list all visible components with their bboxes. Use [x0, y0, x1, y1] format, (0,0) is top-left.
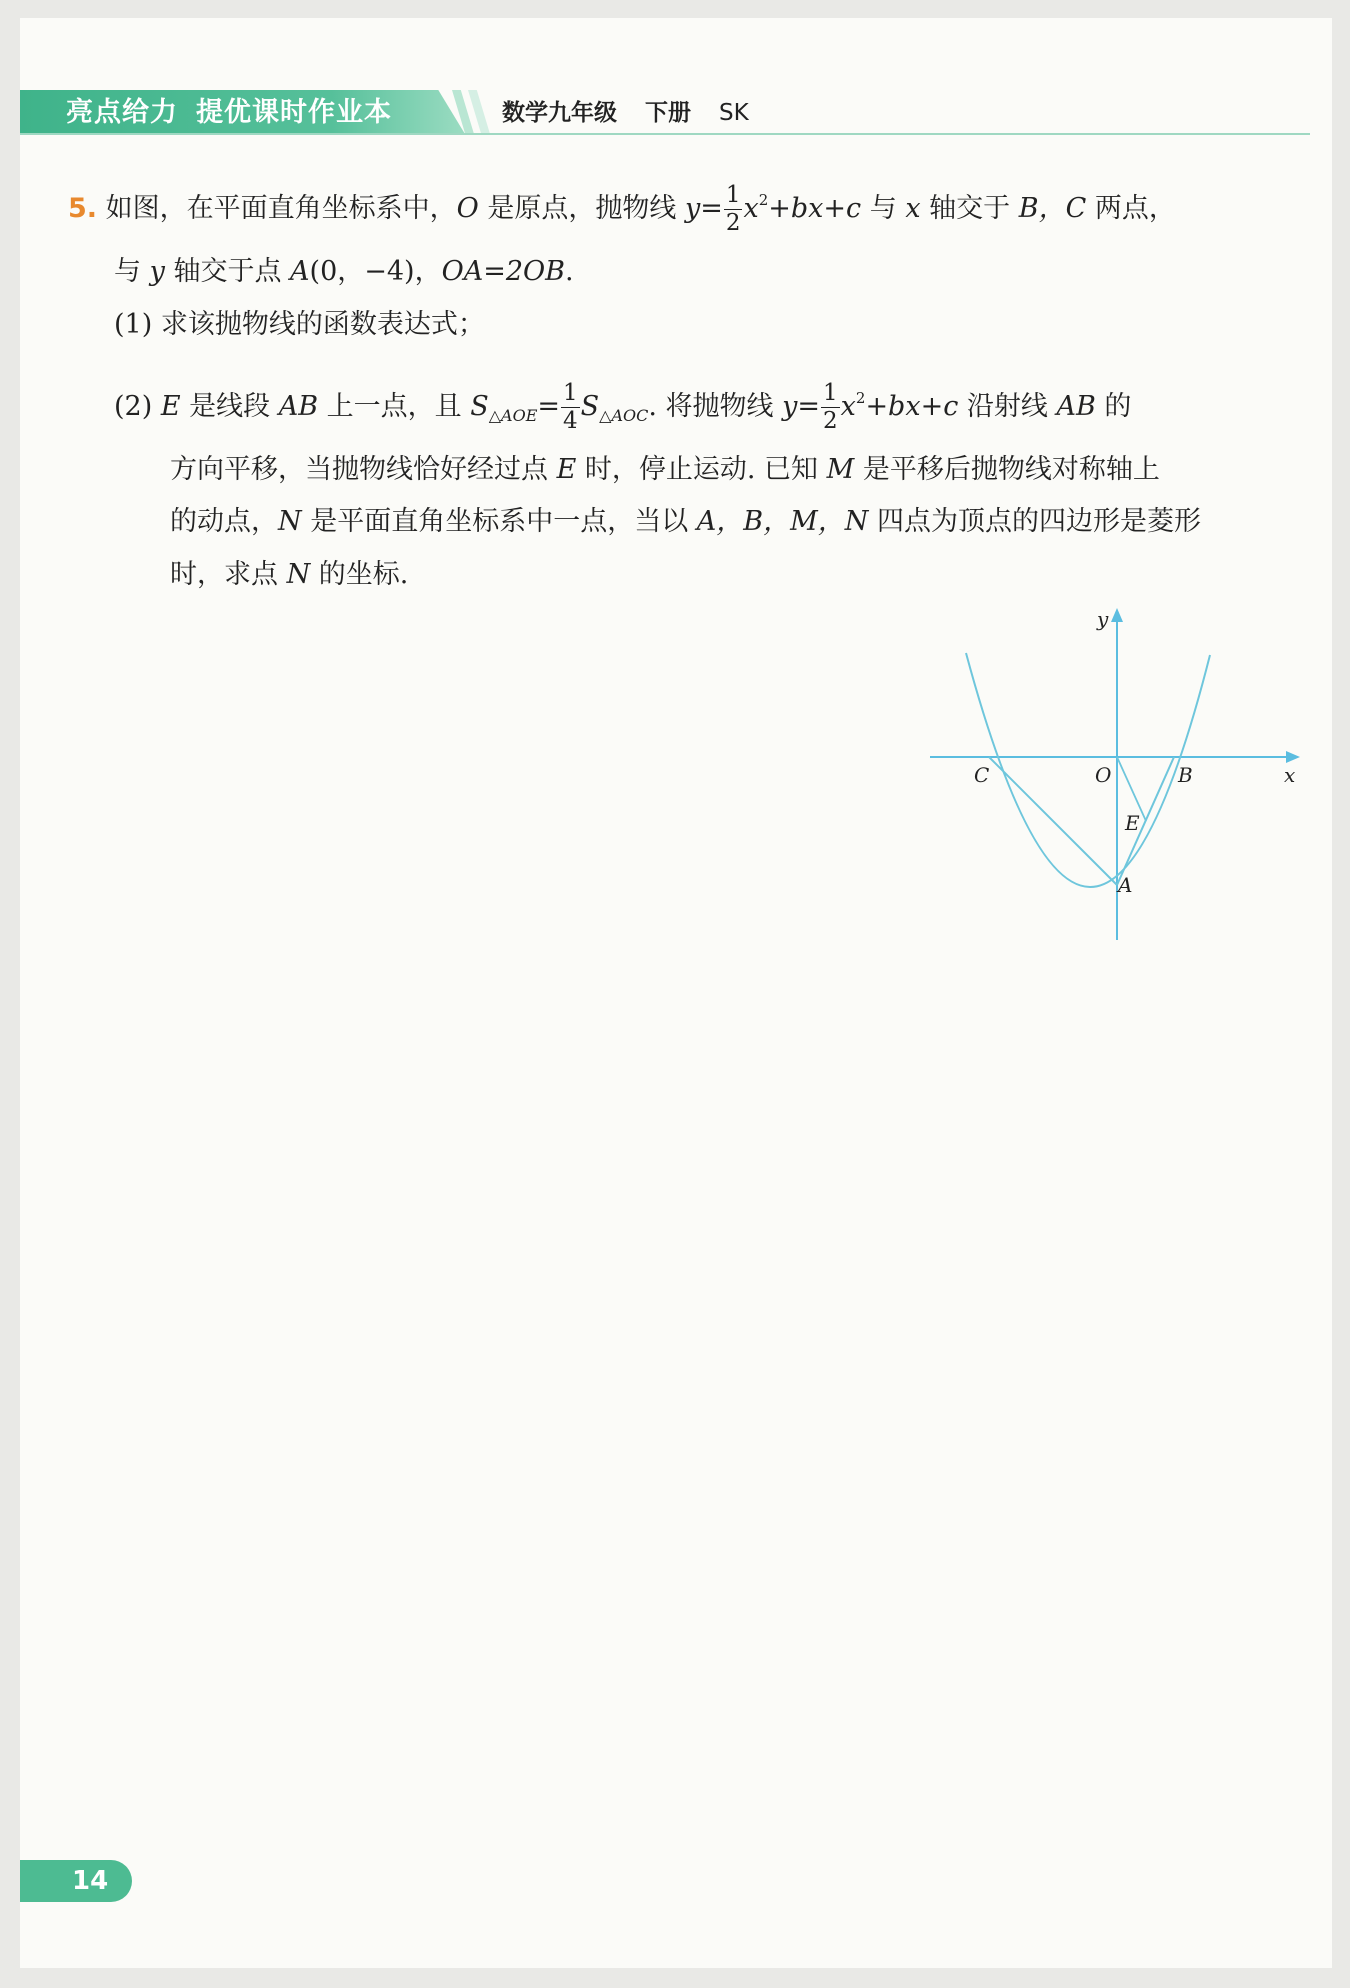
label-y: y — [1097, 607, 1109, 631]
fraction-numerator: 1 — [823, 380, 838, 406]
text-run: . 将抛物线 — [648, 391, 783, 422]
text-run: 与 — [861, 193, 906, 224]
label-C: C — [974, 763, 990, 787]
area-symbol: S — [580, 391, 600, 422]
text-run: 是平移后抛物线对称轴上 — [854, 454, 1160, 485]
y-axis-arrow — [1111, 608, 1123, 622]
equals-sign: = — [700, 193, 723, 224]
segment-AB: AB — [278, 391, 319, 422]
text-run: 是线段 — [180, 391, 279, 422]
text-run: 如图，在平面直角坐标系中， — [105, 193, 457, 224]
point-E: E — [556, 454, 577, 485]
relation-OA-OB: OA=2OB — [441, 256, 565, 287]
label-A: A — [1118, 873, 1133, 897]
equals-sign: = — [797, 391, 821, 422]
point-M: M — [826, 454, 855, 485]
text-run: 上一点，且 — [318, 391, 471, 422]
fraction-denominator: 2 — [725, 210, 741, 236]
label-O: O — [1095, 763, 1112, 787]
text-run: 的动点， — [170, 506, 278, 537]
equation-tail: +bx+c — [865, 391, 959, 422]
part-2-line-4 — [170, 555, 408, 595]
text-run: 四点为顶点的四边形是菱形 — [868, 506, 1202, 537]
var-y: y — [149, 256, 165, 287]
points-BC: B，C — [1018, 193, 1087, 224]
text-run: 轴交于 — [920, 193, 1019, 224]
header-meta — [502, 96, 777, 130]
brand-title — [66, 96, 392, 130]
equals-sign: = — [537, 391, 561, 422]
var-y: y — [684, 193, 701, 224]
brand-part2: 提优课时作业本 — [196, 97, 392, 128]
x-axis-arrow — [1286, 751, 1300, 763]
text-run: (2) — [114, 391, 161, 422]
fraction-half — [821, 382, 840, 433]
area-subscript: △AOC — [599, 406, 649, 425]
equation-tail: +bx+c — [768, 193, 862, 224]
fraction-numerator: 1 — [563, 380, 578, 406]
volume-label: 下册 — [645, 100, 691, 126]
fraction-half — [724, 184, 743, 235]
coordinate-A: (0，−4)， — [309, 256, 442, 287]
label-E: E — [1125, 811, 1140, 835]
var-y: y — [782, 391, 798, 422]
var-x: x — [840, 391, 856, 422]
text-run: 方向平移，当抛物线恰好经过点 — [170, 454, 557, 485]
fraction-quarter — [561, 382, 580, 433]
text-run: 是平面直角坐标系中一点，当以 — [301, 506, 697, 537]
label-B: B — [1178, 763, 1193, 787]
point-E: E — [160, 391, 181, 422]
var-O: O — [456, 193, 479, 224]
var-x: x — [905, 193, 921, 224]
text-run: 的 — [1095, 391, 1132, 422]
text-run: 沿射线 — [958, 391, 1057, 422]
fraction-numerator: 1 — [725, 182, 741, 208]
header-rule — [20, 133, 1310, 135]
parabola-figure — [920, 600, 1300, 950]
exponent: 2 — [758, 191, 769, 209]
question-number: 5. — [68, 193, 98, 224]
var-x: x — [743, 193, 759, 224]
problem-line-1 — [68, 180, 1176, 235]
part-1: (1) 求该抛物线的函数表达式； — [114, 309, 485, 340]
area-subscript: △AOE — [488, 406, 538, 425]
point-N: N — [286, 559, 311, 590]
text-run: 两点， — [1086, 193, 1176, 224]
point-N: N — [278, 506, 302, 537]
page-number: 14 — [20, 1860, 132, 1902]
text-run: . — [565, 256, 574, 287]
area-symbol: S — [470, 391, 489, 422]
brand-part1: 亮点给力 — [66, 97, 178, 128]
subject-label: 数学九年级 — [502, 100, 617, 126]
text-run: 与 — [114, 256, 150, 287]
point-A: A — [290, 256, 310, 287]
fraction-denominator: 2 — [823, 408, 838, 434]
text-run: 时，求点 — [170, 559, 287, 590]
text-run: 是原点，抛物线 — [478, 193, 685, 224]
problem-line-2 — [114, 252, 574, 292]
part-2-line-2 — [170, 450, 1160, 490]
edition-label: SK — [719, 100, 749, 126]
label-x: x — [1284, 763, 1296, 787]
points-ABMN: A，B，M，N — [696, 506, 869, 537]
text-run: 轴交于点 — [164, 256, 291, 287]
fraction-denominator: 4 — [563, 408, 578, 434]
part-2-line-1 — [114, 378, 1131, 436]
text-run: 的坐标. — [310, 559, 409, 590]
part-2-line-3 — [170, 502, 1201, 542]
segment-AB: AB — [1056, 391, 1096, 422]
exponent: 2 — [855, 389, 866, 407]
text-run: 时，停止运动. 已知 — [576, 454, 827, 485]
